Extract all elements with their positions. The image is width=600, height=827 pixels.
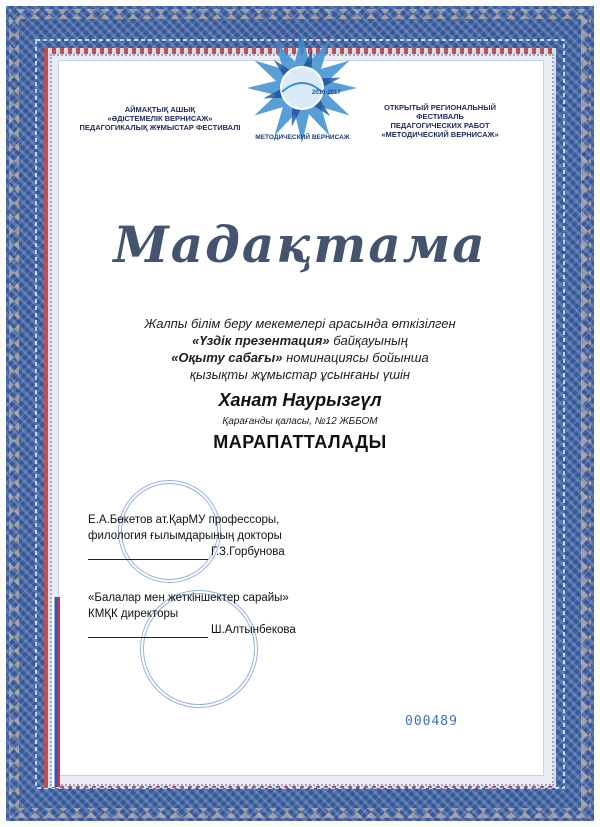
header-left-line: «ӘДІСТЕМЕЛІК ВЕРНИСАЖ» bbox=[107, 114, 213, 123]
header-right-line: ФЕСТИВАЛЬ bbox=[416, 112, 464, 121]
header-left-text bbox=[70, 105, 250, 132]
logo-years: 2016-2017 bbox=[312, 90, 341, 96]
signer-title-line: Е.А.Бөкетов ат.ҚарМУ профессоры, bbox=[88, 514, 280, 526]
body-line-1: Жалпы білім беру мекемелері арасында өткізілген bbox=[144, 316, 456, 331]
serial-number: 000489 bbox=[405, 714, 458, 729]
body-line-4: қызықты жұмыстар ұсынғаны үшін bbox=[189, 367, 411, 382]
signer-title-line: КМҚК директоры bbox=[88, 608, 179, 620]
flag-ribbon bbox=[52, 597, 60, 787]
body-line-2-suffix: байқауының bbox=[329, 333, 408, 348]
header-left-line: АЙМАҚТЫҚ АШЫҚ bbox=[124, 105, 196, 114]
signer-title-line: «Балалар мен жеткіншектер сарайы» bbox=[88, 592, 289, 604]
recipient-place: Қарағанды қаласы, №12 ЖББОМ bbox=[222, 416, 378, 427]
signature-line-row bbox=[88, 622, 296, 638]
nomination-name: «Оқыту сабағы» bbox=[171, 350, 283, 365]
body-line-2 bbox=[70, 332, 530, 349]
logo-caption: МЕТОДИЧЕСКИЙ ВЕРНИСАЖ bbox=[255, 134, 350, 141]
contest-name: «Үздік презентация» bbox=[192, 333, 330, 348]
signature-line bbox=[88, 559, 208, 560]
body-line-3-suffix: номинациясы бойынша bbox=[282, 350, 429, 365]
certificate-body bbox=[70, 315, 530, 383]
body-line-3 bbox=[70, 349, 530, 366]
signature-line-row bbox=[88, 544, 285, 560]
signature-line bbox=[88, 637, 208, 638]
header-left-line: ПЕДАГОГИКАЛЫҚ ЖҰМЫСТАР ФЕСТИВАЛІ bbox=[79, 123, 241, 132]
signature-block-1 bbox=[88, 512, 285, 560]
header-right-line: ОТКРЫТЫЙ РЕГИОНАЛЬНЫЙ bbox=[384, 103, 496, 112]
signer-name: Г.З.Горбунова bbox=[211, 546, 285, 558]
signer-title-line: филология ғылымдарының докторы bbox=[88, 530, 282, 542]
signature-block-2 bbox=[88, 590, 296, 638]
header-right-text bbox=[355, 103, 525, 139]
header-right-line: ПЕДАГОГИЧЕСКИХ РАБОТ bbox=[390, 121, 490, 130]
certificate-title: Мадақтама bbox=[113, 215, 487, 274]
award-text: МАРАПАТТАЛАДЫ bbox=[213, 432, 387, 452]
header-right-line: «МЕТОДИЧЕСКИЙ ВЕРНИСАЖ» bbox=[381, 130, 499, 139]
recipient-name: Ханат Наурызгүл bbox=[218, 390, 382, 410]
signer-name: Ш.Алтынбекова bbox=[211, 624, 296, 636]
